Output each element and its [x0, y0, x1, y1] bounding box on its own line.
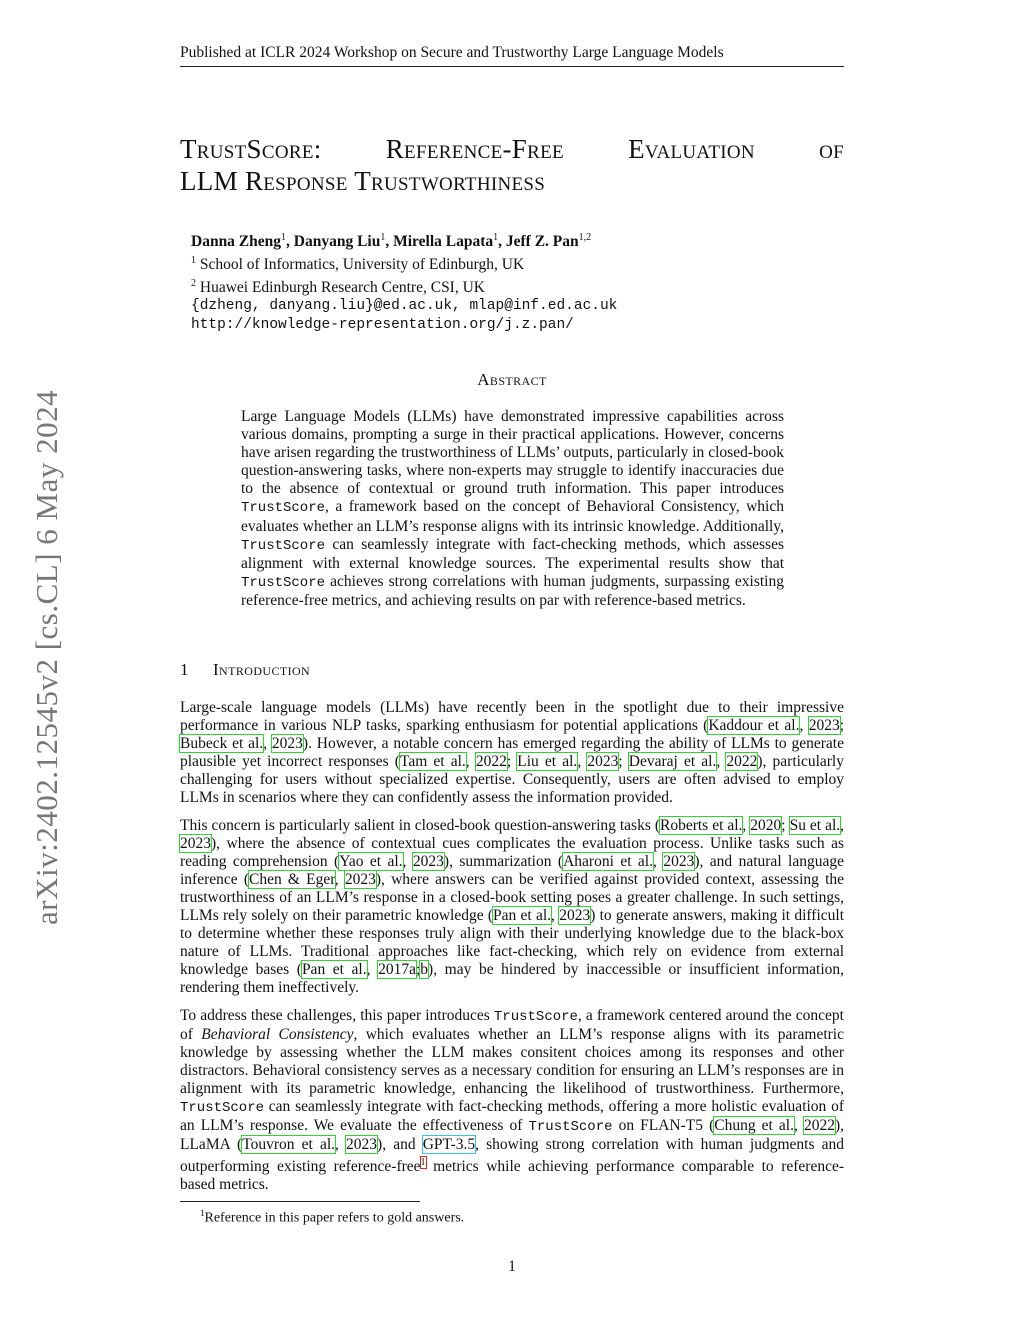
paragraph-1: Large-scale language models (LLMs) have recently been in the spotlight due to their impressive performance in various NLP tasks, sparking enthusiasm for potential applications (Kaddour et al., 2023; Bubeck et al., 2023). However, a notable concern has emerged regarding the ability of LLMs to generate plausible yet incorrect responses (Tam et al., 2022; Liu et al., 2023; Devaraj et al., 2022), particularly challenging for users without specialized expertise. Consequently, users are often advised to employ LLMs in scenarios where they can confidently assess the information provided. — [180, 699, 844, 807]
trustscore-term: TrustScore — [180, 1099, 265, 1116]
paragraph-3: To address these challenges, this paper introduces TrustScore, a framework centered around the concept of Behavioral Consistency, which evaluates whether an LLM’s response aligns with its parametric knowledge by assessing whether the LLM makes consitent choices among its responses and other distractors. Behavioral consistency serves as a necessary condition for ensuring an LLM’s responses are in alignment with its parametric knowledge, enhancing the likelihood of trustworthiness. Furthermore, TrustScore can seamlessly integrate with fact-checking methods, offering a more holistic evaluation of an LLM’s response. We evaluate the effectiveness of TrustScore on FLAN-T5 (Chung et al., 2022), LLaMA (Touvron et al., 2023), and GPT-3.5, showing strong correlation with human judgments and outperforming existing reference-free$^1$ metrics while achieving performance comparable to reference-based metrics. — [180, 1006, 844, 1194]
author-block — [191, 228, 811, 335]
citation-link[interactable]: Pan et al. — [301, 961, 367, 979]
citation-link[interactable]: 2020 — [750, 816, 782, 834]
affiliation-2 — [191, 274, 811, 297]
citation-link[interactable]: Yao et al. — [339, 852, 403, 870]
affiliation-text: School of Informatics, University of Edinburgh, UK — [199, 256, 525, 273]
citation-link[interactable]: Bubeck et al. — [180, 735, 264, 753]
abstract-heading: Abstract — [477, 370, 547, 389]
author-name: Jeff Z. Pan — [505, 233, 579, 250]
title-word: of — [819, 134, 844, 164]
citation-link[interactable]: 2023 — [344, 870, 376, 888]
citation-link[interactable]: Liu et al. — [517, 753, 578, 771]
title-word: Evaluation — [628, 134, 755, 164]
introduction-body — [180, 699, 844, 1203]
citation-link[interactable]: Chen & Eger — [249, 870, 335, 888]
affil-marker: 1 — [281, 232, 287, 243]
affiliation-text: Huawei Edinburgh Research Centre, CSI, UK — [199, 279, 485, 296]
running-header: Published at ICLR 2024 Workshop on Secure and Trustworthy Large Language Models — [180, 44, 844, 67]
footnote-divider — [180, 1201, 420, 1202]
citation-link[interactable]: 2022 — [803, 1117, 835, 1135]
citation-link[interactable]: 2023 — [808, 717, 840, 735]
citation-link[interactable]: 2023 — [180, 834, 211, 852]
citation-link[interactable]: 2023 — [663, 852, 695, 870]
emphasis: Behavioral Consistency — [201, 1025, 354, 1043]
citation-link[interactable]: Touvron et al. — [242, 1136, 336, 1154]
footnote-marker-link[interactable]: 1 — [420, 1157, 426, 1169]
footnote-text: Reference in this paper refers to gold answers. — [204, 1210, 465, 1226]
citation-link[interactable]: Pan et al. — [493, 907, 552, 925]
affil-marker: 1,2 — [578, 232, 592, 243]
affil-marker: 2 — [191, 278, 196, 289]
affil-marker: 1 — [191, 255, 196, 266]
citation-link[interactable]: 2023 — [587, 753, 619, 771]
citation-link[interactable]: 2023 — [559, 907, 591, 925]
affil-marker: 1 — [493, 232, 499, 243]
author-homepage-link[interactable]: http://knowledge-representation.org/j.z.pan/ — [191, 317, 574, 333]
citation-link[interactable]: 2022 — [726, 753, 758, 771]
trustscore-term: TrustScore — [493, 1008, 578, 1025]
gpt35-url-link[interactable]: GPT-3.5 — [422, 1136, 476, 1154]
trustscore-term: TrustScore — [241, 537, 326, 554]
author-name: Mirella Lapata — [393, 233, 494, 250]
paper-title — [180, 133, 844, 197]
title-word: Reference-Free — [385, 134, 564, 164]
trustscore-term: TrustScore — [241, 500, 326, 517]
citation-link[interactable]: Tam et al. — [399, 753, 466, 771]
section-title: Introduction — [213, 660, 311, 679]
abstract-text: Large Language Models (LLMs) have demonstrated impressive capabilities across various domains, prompting a surge in their practical applications. However, concerns have arisen regarding the trustworthiness of LLMs’ outputs, particularly in closed-book question-answering tasks, where non-experts may struggle to identify inaccuracies due to the absence of contextual or ground truth information. This paper introduces TrustScore, a framework based on the concept of Behavioral Consistency, which evaluates whether an LLM’s response aligns with its intrinsic knowledge. Additionally, TrustScore can seamlessly integrate with fact-checking methods, which assesses alignment with external knowledge sources. The experimental results show that TrustScore achieves strong correlations with human judgments, surpassing existing reference-free metrics, and achieving results on par with reference-based metrics. — [241, 408, 784, 609]
citation-link[interactable]: Aharoni et al. — [563, 852, 653, 870]
trustscore-term: TrustScore — [241, 574, 326, 591]
section-number: 1 — [180, 660, 189, 679]
paragraph-2: This concern is particularly salient in closed-book question-answering tasks (Roberts et al., 2020; Su et al., 2023), where the absence of contextual cues complicates the evaluation process. Unlike tasks such as reading comprehension (Yao et al., 2023), summarization (Aharoni et al., 2023), and natural language inference (Chen & Eger, 2023), where answers can be verified against provided context, assessing the trustworthiness of an LLM’s response in a closed-book setting poses a greater challenge. In such settings, LLMs rely solely on their parametric knowledge (Pan et al., 2023) to generate answers, making it difficult to determine whether these responses truly align with their underlying knowledge due to the black-box nature of LLMs. Traditional approaches like fact-checking, which rely on evidence from external knowledge bases (Pan et al., 2017a;b), may be hindered by inaccessible or insufficient information, rendering them ineffectively. — [180, 816, 845, 997]
citation-link[interactable]: Su et al. — [789, 816, 841, 834]
section-heading — [180, 660, 310, 680]
affiliation-1 — [191, 251, 811, 274]
footnote — [200, 1208, 464, 1227]
author-emails: {dzheng, danyang.liu}@ed.ac.uk, mlap@inf.ed.ac.uk — [191, 298, 618, 314]
title-line-1 — [180, 133, 844, 165]
citation-link[interactable]: 2022 — [475, 753, 507, 771]
citation-link[interactable]: Devaraj et al. — [628, 753, 717, 771]
page-number: 1 — [508, 1258, 516, 1275]
citation-link[interactable]: 2017a — [378, 961, 416, 979]
arxiv-stamp: arXiv:2402.12545v2 [cs.CL] 6 May 2024 — [29, 389, 64, 925]
title-line-2: LLM Response Trustworthiness — [180, 166, 546, 196]
trustscore-term: TrustScore — [528, 1119, 613, 1136]
affil-marker: 1 — [380, 232, 386, 243]
citation-link[interactable]: 2023 — [412, 852, 444, 870]
author-name: Danyang Liu — [293, 233, 381, 250]
citation-link[interactable]: b — [420, 961, 429, 979]
citation-link[interactable]: Chung et al. — [714, 1117, 794, 1135]
citation-link[interactable]: Roberts et al. — [660, 816, 743, 834]
citation-link[interactable]: 2023 — [271, 735, 303, 753]
author-names: Danna Zheng$^1$, Danyang Liu$^1$, Mirella Lapata$^1$, Jeff Z. Pan$^{1,2}$ — [191, 232, 592, 250]
footnote-number: 1 — [200, 1208, 205, 1218]
title-word: TrustScore: — [180, 134, 322, 164]
citation-link[interactable]: 2023 — [346, 1136, 378, 1154]
author-name: Danna Zheng — [191, 233, 282, 250]
citation-link[interactable]: Kaddour et al. — [708, 717, 800, 735]
